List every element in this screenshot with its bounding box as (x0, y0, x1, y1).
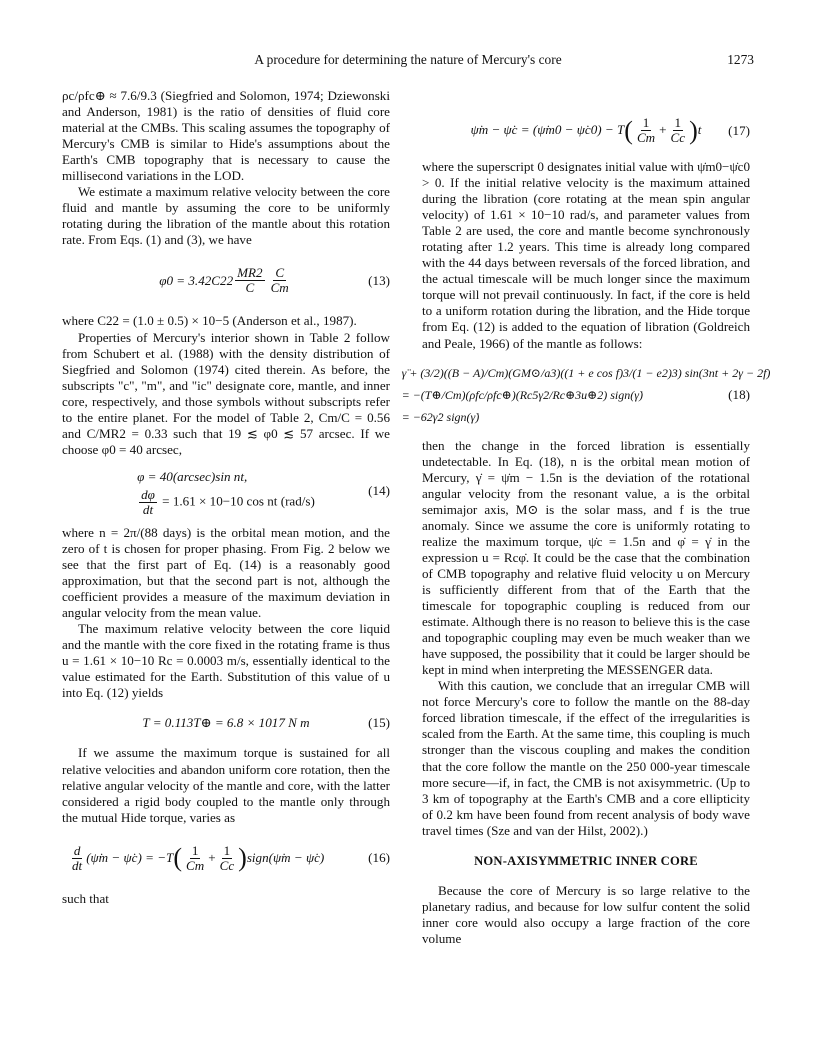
equation-number: (15) (368, 715, 390, 731)
eq15-body: T = 0.113T⊕ = 6.8 × 1017 N m (142, 715, 310, 731)
eq13-lhs: φ0 = 3.42C22 (159, 272, 234, 288)
equation-number: (14) (368, 483, 390, 499)
eq14-line2: = 1.61 × 10−10 cos nt (rad/s) (162, 493, 315, 509)
eq18-line3: = −62γ̇2 sign(γ̇) (401, 409, 480, 424)
paragraph: where n = 2π/(88 days) is the orbital mean motion, and the zero of t is chosen for proper phasing. From Fig. 2 below we see that the first part of Eq. (14) is a reasonably good approximation, but that the second part is not, although the coefficient provides a measure of the maximum deviation in angular velocity from the mean value. (62, 524, 390, 621)
equation-14 (62, 466, 390, 517)
eq14-line1: φ = 40(arcsec)sin nt, (137, 468, 248, 484)
equation-number: (18) (728, 386, 750, 402)
paragraph: such that (62, 890, 109, 906)
equation-18 (401, 362, 771, 428)
equation-16: $\frac{d}{dt}$ (ψ̇m − ψ̇c) = −T ( $\frac{1}{Cm}$ + $\frac{1}{Cc}$ ) sign(ψ̇m − ψ̇c) (16) (72, 842, 390, 873)
equation-number: (16) (368, 850, 390, 866)
eq17-body: ψ̇m − ψ̇c = (ψ̇m0 − ψ̇c0) − T (470, 122, 625, 138)
right-column (401, 88, 771, 947)
paragraph: Because the core of Mercury is so large relative to the planetary radius, and because for low sulfur content the solid inner core would also occupy a large fraction of the core volume (422, 882, 750, 946)
eq18-line1: γ̈ + (3/2)((B − A)/Cm)(GM⊙/a3)((1 + e cos f)3/(1 − e2)3) sin(3nt + 2γ − 2f) (401, 365, 771, 380)
equation-number: (17) (728, 122, 750, 138)
left-column (62, 88, 390, 907)
paragraph: then the change in the forced libration is essentially undetectable. In Eq. (18), n is the orbital mean motion of Mercury, γ̇ = ψ̇m − 1.5n is the deviation of the rotational angular velocity from the resonant value, a is the orbital semimajor axis, M⊙ is the solar mass, and f is the true anomaly. Since we assume the core is uniformly rotating to realize the maximum torque, ψ̇c = 1.5n and φ̇ = γ̇ in the expression u = Rcφ̇. It could be the case that the combination of CMB topography and relative fluid velocity u on Mercury is sufficiently different from that of the Earth that the timescale for topographic coupling is reduced from our estimate. Although there is no reason to believe this is the case and topographic coupling may even be much weaker than we have supposed, the possibility that it could be larger should be kept in mind when interpreting the MESSENGER data. (422, 437, 750, 678)
page-number: 1273 (727, 52, 754, 67)
paragraph: If we assume the maximum torque is sustained for all relative velocities and abandon uniform core rotation, then the relative angular velocity of the mantle and core, with the latter considered a rigid body coupled to the mantle only through the mutual Hide torque, varies as (62, 745, 390, 825)
equation-15 (62, 715, 390, 731)
paragraph: where the superscript 0 designates initial value with ψ̇m0−ψ̇c0 > 0. If the initial relative velocity is the maximum attained during the libration (core rotating at the mean spin angular velocity) of 1.61 × 10−10 rad/s, and parameter values from Table 2 are used, the core and mantle become synchronously rotating after 1.2 years. This time is already long compared with the 44 days between reversals of the forced libration, and the actual timescale will be much longer since the maximum torque will not prevail continuously. In fact, if the core is held to a uniform rotation during the libration, and the Hide torque from Eq. (12) is added to the equation of libration (Goldreich and Peale, 1966) of the mantle as follows: (422, 159, 750, 351)
eq13-fraction: $\frac{MR2}{C}$ (237, 265, 263, 296)
paragraph: where C22 = (1.0 ± 0.5) × 10−5 (Anderson et al., 1987). (62, 313, 357, 329)
eq13-fraction: $\frac{C}{Cm}$ (270, 265, 289, 296)
paragraph: ρc/ρfc⊕ ≈ 7.6/9.3 (Siegfried and Solomon, 1974; Dziewonski and Anderson, 1981) is the ratio of densities of fluid core material at the CMBs. This scaling assumes the topography of Mercury's CMB is similar to Hide's assumptions about the Earth's CMB topography that is necessary to cause the millisecond variations in the LOD. (62, 88, 390, 184)
eq16-derivative: $\frac{d}{dt}$ (72, 842, 83, 873)
equation-17: ψ̇m − ψ̇c = (ψ̇m0 − ψ̇c0) − T ( $\frac{1}{Cm}$ + $\frac{1}{Cc}$ ) t (17) (470, 115, 750, 145)
eq14-fraction: $\frac{d\varphi}{dt}$ (141, 486, 155, 517)
paragraph: The maximum relative velocity between the core liquid and the mantle with the core fixed in the rotating frame is thus u = 1.61 × 10−10 Rc = 0.0003 m/s, essentially identical to the value estimated for the Earth. Substitution of this value of u into Eq. (12) yields (62, 621, 390, 701)
equation-13 (62, 266, 390, 295)
running-title: A procedure for determining the nature of Mercury's core (254, 52, 562, 67)
eq18-line2: = −(T⊕/Cm)(ρfc/ρfc⊕)(Rc5γ̇2/Rc⊕3u⊕2) sign(γ̇) (401, 387, 643, 402)
paragraph: With this caution, we conclude that an irregular CMB will not force Mercury's core to follow the mantle on the 88-day forced libration timescale, if the effect of the irregularities is scaled from the Earth. At the same time, this coupling is much stronger than the viscous coupling and makes the condition that the core follow the mantle on the 250 000-year timescale more secure—if, in fact, the CMB is not axisymmetric. (Up to 3 km of topography at the Earth's CMB and a core ellipticity of 0.2 km have been found from recent analysis of body wave travel times (Sze and van der Hilst, 2002).) (422, 678, 750, 838)
eq16-middle: (ψ̇m − ψ̇c) = −T (86, 850, 174, 866)
paragraph: Properties of Mercury's interior shown in Table 2 follow from Schubert et al. (1988) with the density distribution of Siegfried and Solomon (1974) cited therein. As before, the subscripts "c", "m", and "ic" designate core, mantle, and inner core, respectively, and those symbols without subscripts refer to the entire planet. For the model of Table 2, Cm/C = 0.56 and C/MR2 = 0.33 such that 19 ≲ φ0 ≲ 57 arcsec. If we choose φ0 = 40 arcsec, (62, 329, 390, 457)
paragraph: We estimate a maximum relative velocity between the core fluid and mantle by assuming the core to be uniformly rotating during the libration of the mantle about this rotation rate. From Eqs. (1) and (3), we have (62, 184, 390, 248)
section-heading: NON-AXISYMMETRIC INNER CORE (474, 853, 698, 868)
equation-number: (13) (368, 272, 390, 288)
eq16-sign: sign(ψ̇m − ψ̇c) (246, 850, 325, 866)
running-header (62, 52, 754, 70)
